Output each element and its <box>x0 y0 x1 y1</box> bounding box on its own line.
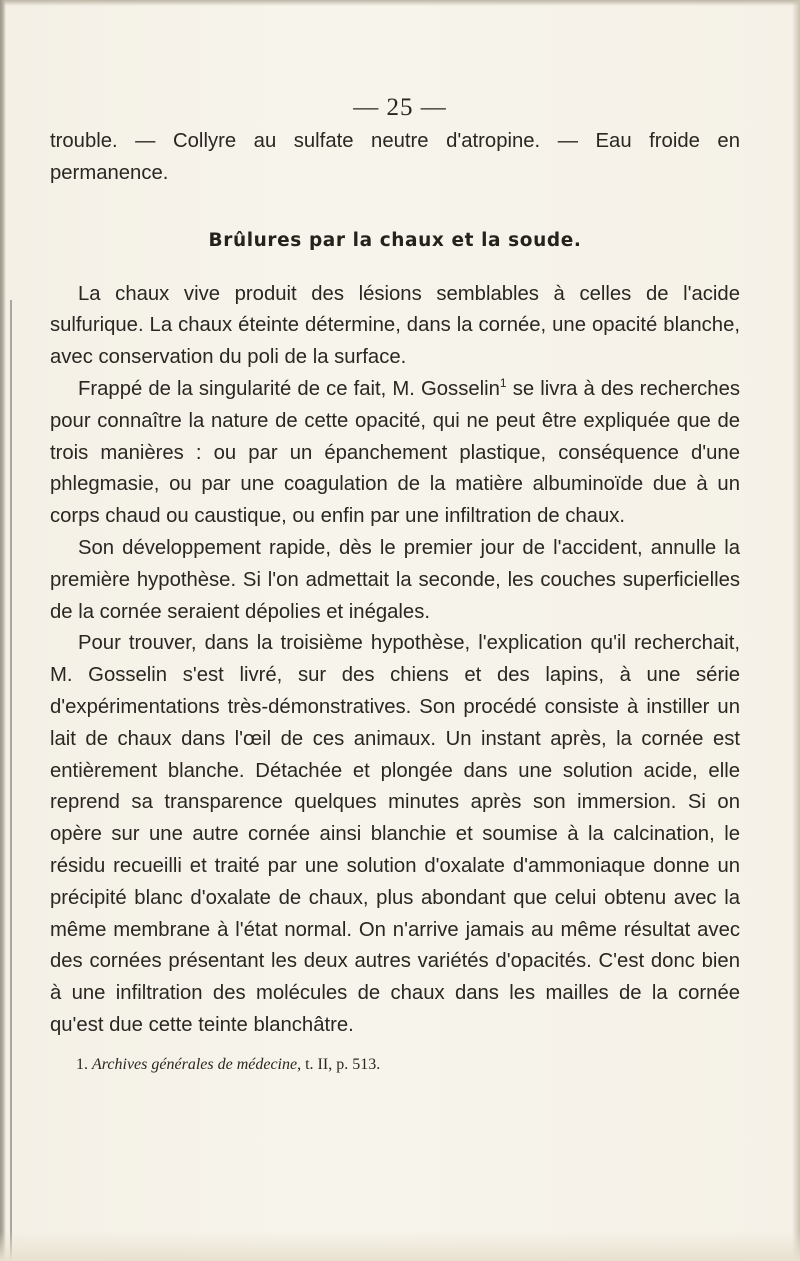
page-binding-line <box>10 300 12 1260</box>
footnote-reference: , t. II, p. 513. <box>297 1055 381 1073</box>
paragraph-2-lead: Frappé de la singularité de ce fait, M. Gosselin <box>78 377 500 400</box>
page-bottom-shade <box>0 1231 800 1261</box>
footnote <box>50 1054 740 1076</box>
footnote-source: Archives générales de médecine <box>92 1055 298 1073</box>
paragraph-4: Pour trouver, dans la troisième hypothèse, l'explication qu'il recherchait, M. Gosselin s'est livré, sur des chiens et des lapins, à une série d'expérimentations très-démonstratives. Son procédé consiste à instiller un lait de chaux dans l'œil de ces animaux. Un instant après, la cornée est entièrement blanche. Détachée et plongée dans une solution acide, elle reprend sa transparence quelques minutes après son immersion. Si on opère sur une autre cornée ainsi blanchie et soumise à la calcination, le résidu recueilli et traité par une solution d'oxalate d'ammoniaque donne un précipité blanc d'oxalate de chaux, plus abondant que celui obtenu avec la même membrane à l'état normal. On n'arrive jamais au même résultat avec des cornées présentant les deux autres variétés d'opacités. C'est donc bien à une infiltration des molécules de chaux dans les mailles de la cornée qu'est due cette teinte blanchâtre. <box>50 632 740 1036</box>
footnote-number: 1. <box>76 1055 88 1073</box>
footnote-marker: 1 <box>499 376 507 391</box>
section-title: Brûlures par la chaux et la soude. <box>208 229 582 251</box>
paragraph-1: La chaux vive produit des lésions semblables à celles de l'acide sulfurique. La chaux éteinte détermine, dans la cornée, une opacité blanche, avec conservation du poli de la surface. <box>50 282 740 369</box>
page-number: — 25 — <box>353 94 447 121</box>
page-body <box>50 88 740 1076</box>
paragraph-2-body: se livra à des recherches pour connaître la nature de cette opacité, qui ne peut être expliquée que de trois manières : ou par un épanchement plastique, conséquence d'une phlegmasie, ou par une coagulation de la matière albuminoïde due à un corps chaud ou caustique, ou enfin par une infiltration de chaux. <box>50 377 741 528</box>
paragraph-3: Son développement rapide, dès le premier jour de l'accident, annulle la première hypothèse. Si l'on admettait la seconde, les couches superficielles de la cornée seraient dépolies et inégales. <box>50 536 740 623</box>
page-right-shadow <box>792 0 800 1261</box>
paragraph-2 <box>50 374 740 533</box>
page-binding-edge <box>0 0 6 1261</box>
page-top-shadow <box>0 0 800 6</box>
continuation-paragraph: trouble. — Collyre au sulfate neutre d'atropine. — Eau froide en permanence. <box>50 130 740 184</box>
